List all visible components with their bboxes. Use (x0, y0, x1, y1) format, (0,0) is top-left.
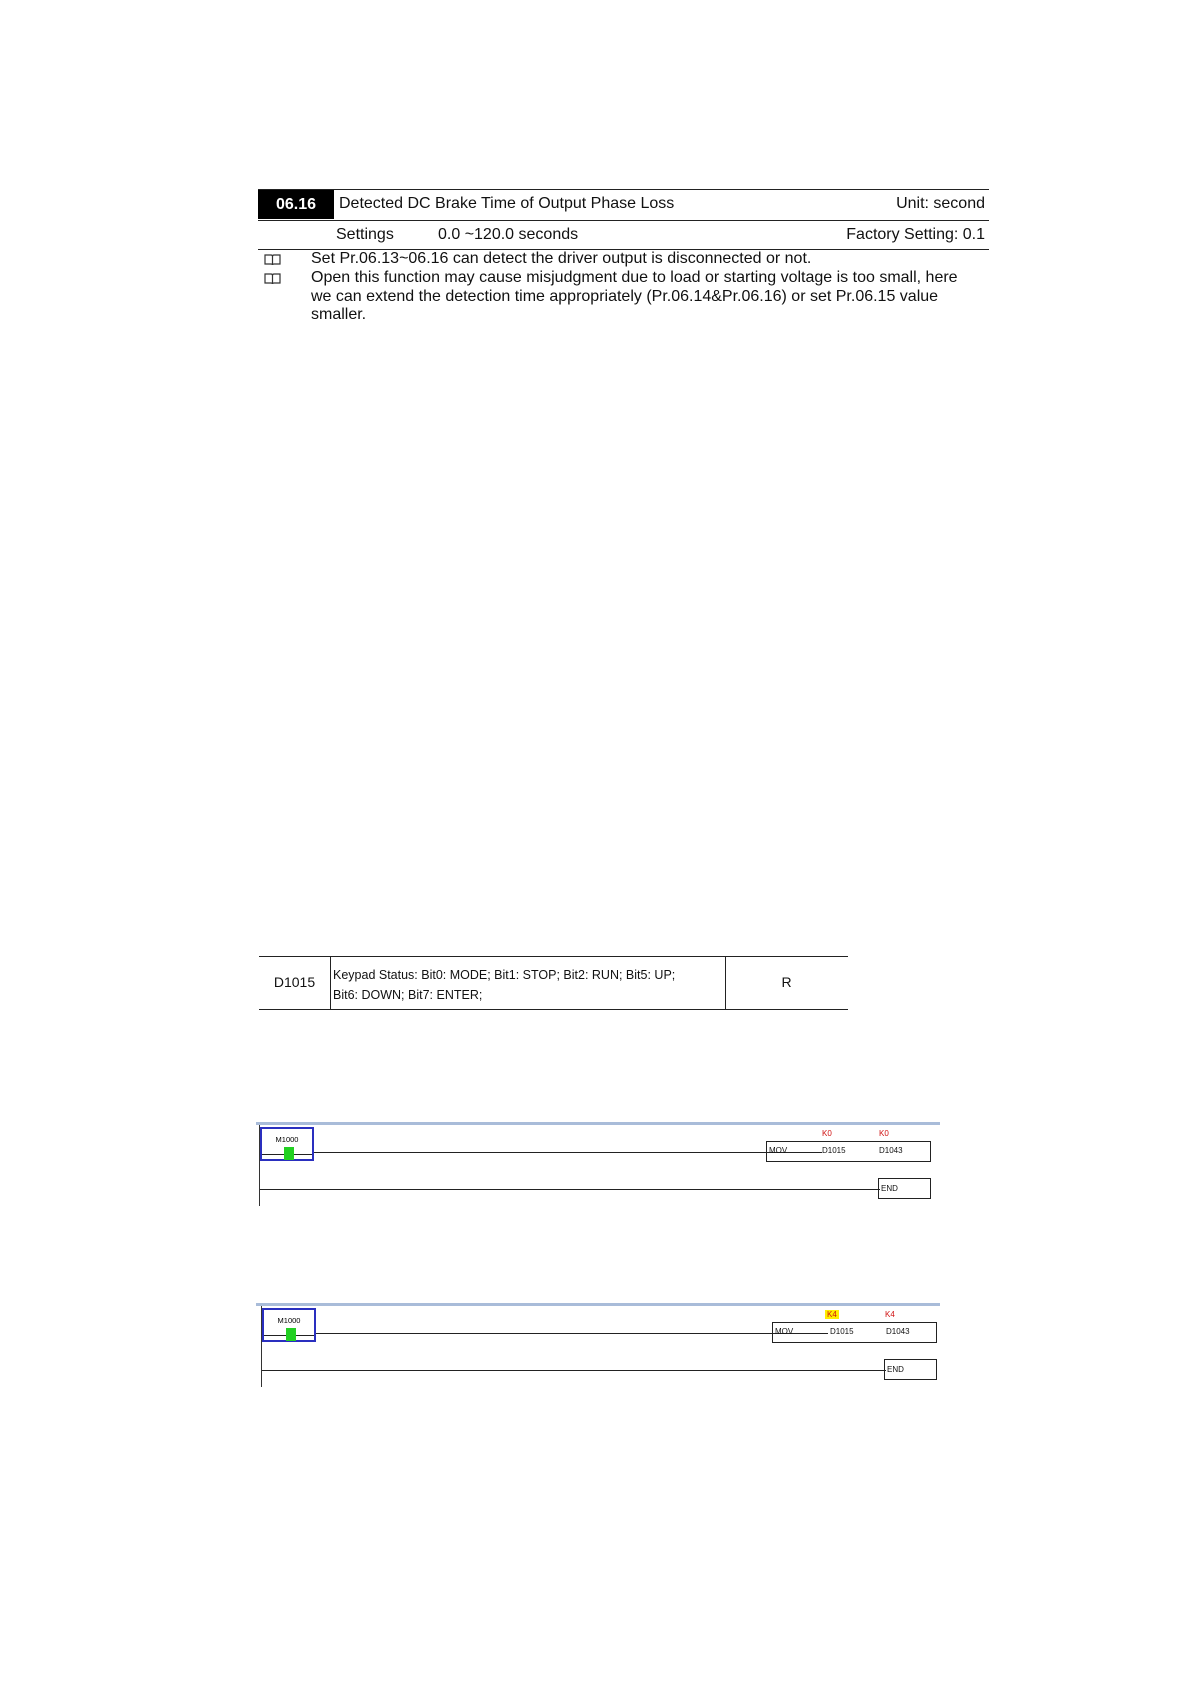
rung-wire (262, 1370, 886, 1371)
contact-state-indicator (286, 1328, 296, 1341)
rung-wire (260, 1189, 880, 1190)
divider (258, 189, 989, 190)
ladder-top-bar (256, 1303, 940, 1306)
end-instruction[interactable] (884, 1359, 937, 1380)
description-line: Keypad Status: Bit0: MODE; Bit1: STOP; Bit2: RUN; Bit5: UP; (333, 968, 676, 982)
register-name: D1015 (273, 974, 316, 990)
contact-state-indicator (284, 1147, 294, 1160)
table-border (259, 1009, 848, 1010)
table-border (330, 956, 331, 1010)
end-label: END (887, 1365, 904, 1374)
source-operand: D1015 (822, 1146, 846, 1155)
parameter-unit: Unit: second (896, 195, 985, 212)
source-value: K0 (822, 1129, 832, 1138)
contact-m1000[interactable] (262, 1308, 316, 1342)
dest-operand: D1043 (886, 1327, 910, 1336)
dest-operand: D1043 (879, 1146, 903, 1155)
mov-instruction[interactable] (772, 1322, 937, 1343)
ladder-diagram-2 (256, 1303, 940, 1387)
mov-instruction[interactable] (766, 1141, 931, 1162)
parameter-code: 06.16 (258, 190, 334, 219)
description-line: Bit6: DOWN; Bit7: ENTER; (333, 988, 483, 1002)
source-operand: D1015 (830, 1327, 854, 1336)
register-description (333, 965, 675, 1005)
note-1 (311, 250, 811, 269)
table-border (259, 956, 848, 957)
instruction-label: MOV (775, 1327, 794, 1336)
settings-range: 0.0 ~120.0 seconds (438, 226, 579, 243)
note-line: Set Pr.06.13~06.16 can detect the driver output is disconnected or not. (311, 250, 812, 267)
divider (258, 220, 989, 221)
contact-label: M1000 (277, 1316, 301, 1325)
dest-value: K4 (885, 1310, 895, 1319)
contact-label: M1000 (275, 1135, 299, 1144)
parameter-title: Detected DC Brake Time of Output Phase Loss (339, 195, 675, 212)
dest-value: K0 (879, 1129, 889, 1138)
source-value: K4 (827, 1310, 837, 1319)
factory-setting: Factory Setting: 0.1 (846, 226, 985, 243)
settings-label: Settings (336, 226, 394, 243)
register-table (259, 956, 848, 1010)
rung-wire (316, 1333, 828, 1334)
end-instruction[interactable] (878, 1178, 931, 1199)
note-line: we can extend the detection time appropriately (Pr.06.14&Pr.06.16) or set Pr.06.15 value (311, 287, 939, 305)
book-icon (264, 273, 281, 285)
end-label: END (881, 1184, 898, 1193)
note-line: smaller. (311, 306, 367, 323)
rung-wire (314, 1152, 822, 1153)
note-2 (311, 269, 958, 325)
book-icon (264, 254, 281, 266)
contact-m1000[interactable] (260, 1127, 314, 1161)
register-access: R (781, 974, 792, 990)
ladder-diagram-1 (256, 1122, 940, 1206)
note-line: Open this function may cause misjudgment due to load or starting voltage is too small, here (311, 269, 958, 286)
ladder-top-bar (256, 1122, 940, 1125)
instruction-label: MOV (769, 1146, 788, 1155)
